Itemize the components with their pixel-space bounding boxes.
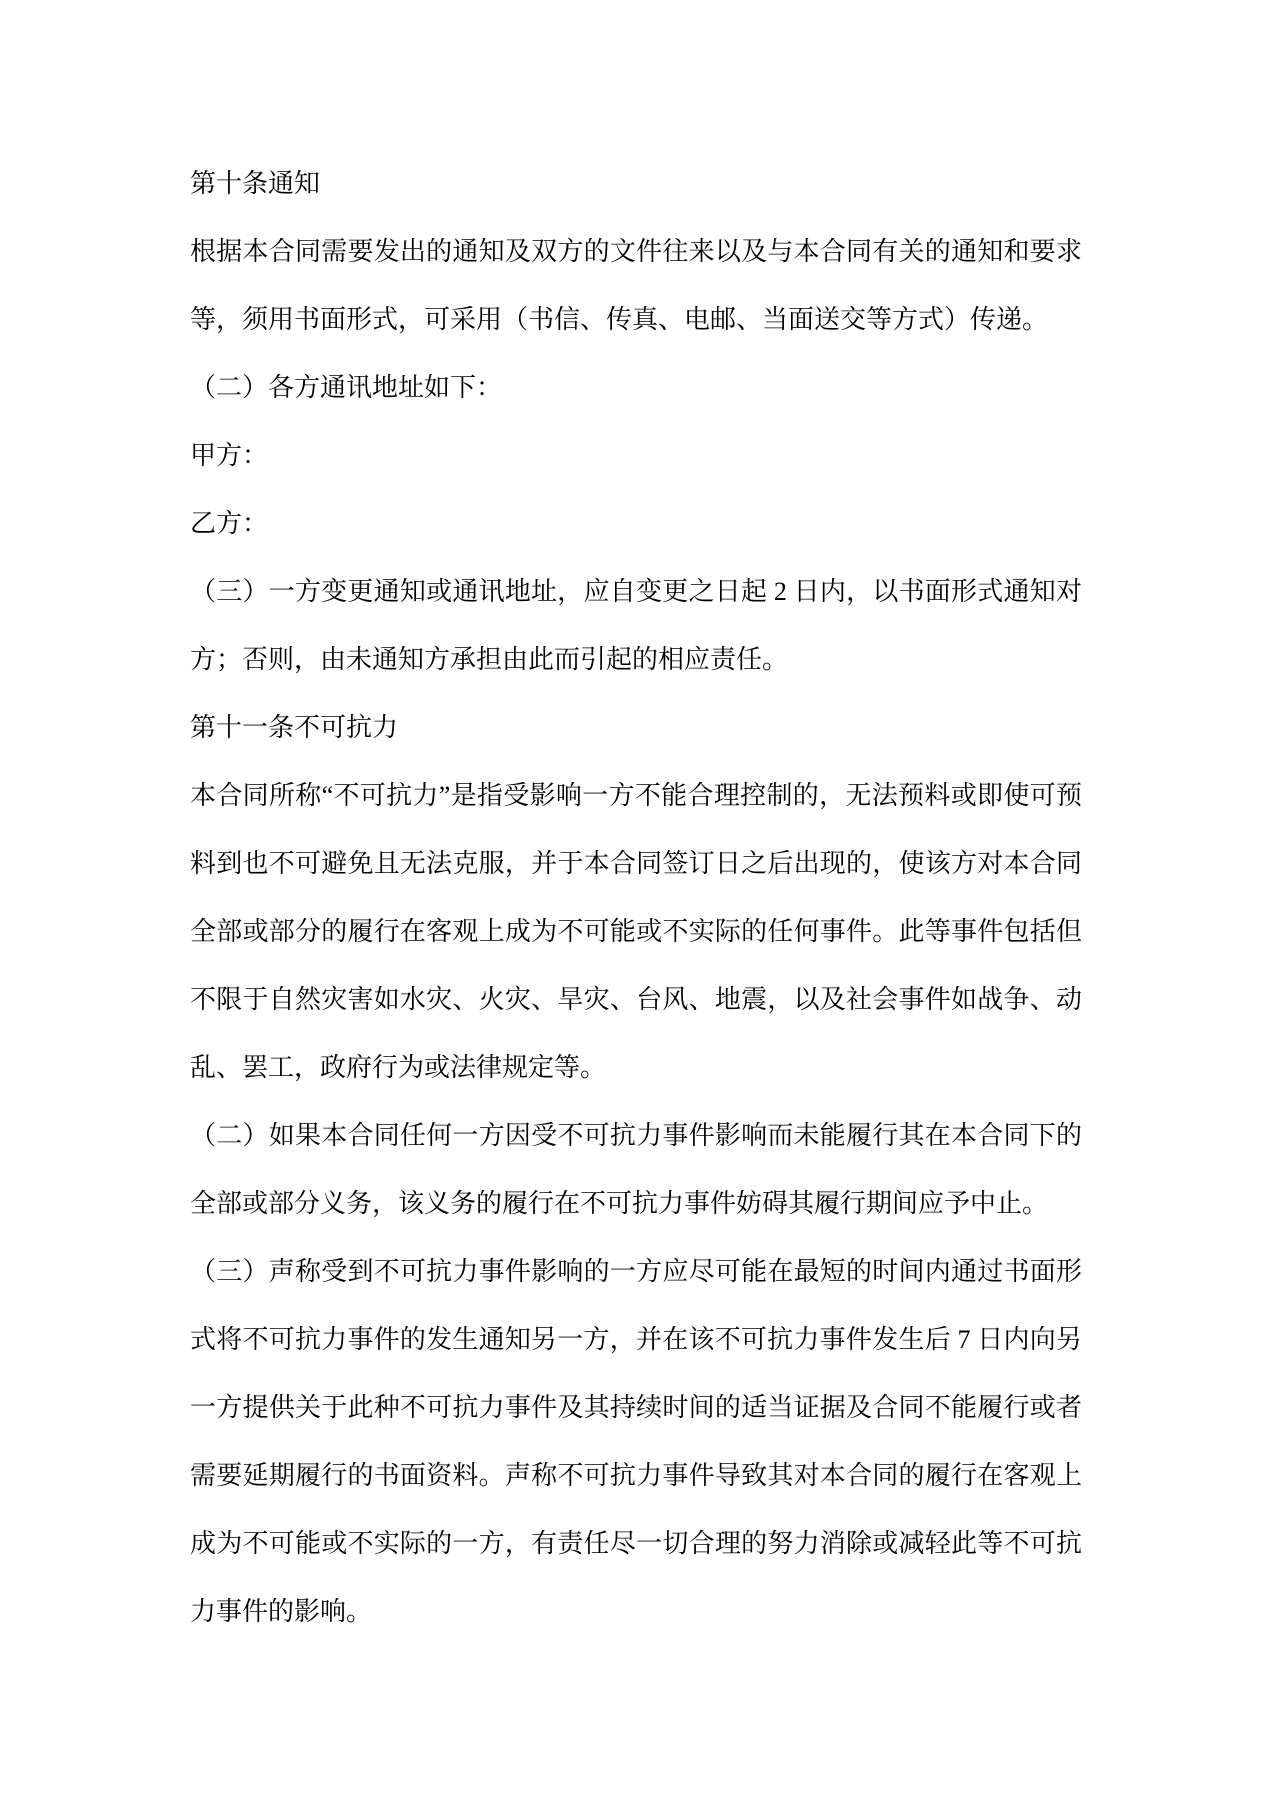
- clause-10-item-3: （三）一方变更通知或通讯地址，应自变更之日起 2 日内，以书面形式通知对方；否则，由未通知方承担由此而引起的相应责任。: [190, 577, 1082, 674]
- clause-11-item-2: （二）如果本合同任何一方因受不可抗力事件影响而未能履行其在本合同下的全部或部分义务，该义务的履行在不可抗力事件妨碍其履行期间应予中止。: [190, 1121, 1082, 1218]
- clause-11-definition-paragraph: 本合同所称“不可抗力”是指受影响一方不能合理控制的，无法预料或即使可预料到也不可避免且无法克服，并于本合同签订日之后出现的，使该方对本合同全部或部分的履行在客观上成为不可能或不实际的任何事件。此等事件包括但不限于自然灾害如水灾、火灾、旱灾、台风、地震，以及社会事件如战争、动乱、罢工，政府行为或法律规定等。: [190, 781, 1082, 1082]
- clause-10-item-2: （二）各方通讯地址如下：: [190, 373, 503, 402]
- clause-10-title: 第十条通知: [190, 169, 321, 198]
- clause-10-delivery-paragraph: 根据本合同需要发出的通知及双方的文件往来以及与本合同有关的通知和要求等，须用书面形式，可采用（书信、传真、电邮、当面送交等方式）传递。: [190, 237, 1082, 334]
- clause-11-title: 第十一条不可抗力: [190, 713, 399, 742]
- party-a-line: 甲方：: [190, 441, 269, 470]
- clause-11-item-3: （三）声称受到不可抗力事件影响的一方应尽可能在最短的时间内通过书面形式将不可抗力事件的发生通知另一方，并在该不可抗力事件发生后 7 日内向另一方提供关于此种不可抗力事件及其持续时间的适当证据及合同不能履行或者需要延期履行的书面资料。声称不可抗力事件导致其对本合同的履行在客观上成为不可能或不实际的一方，有责任尽一切合理的努力消除或减轻此等不可抗力事件的影响。: [190, 1257, 1082, 1626]
- party-b-line: 乙方：: [190, 509, 269, 538]
